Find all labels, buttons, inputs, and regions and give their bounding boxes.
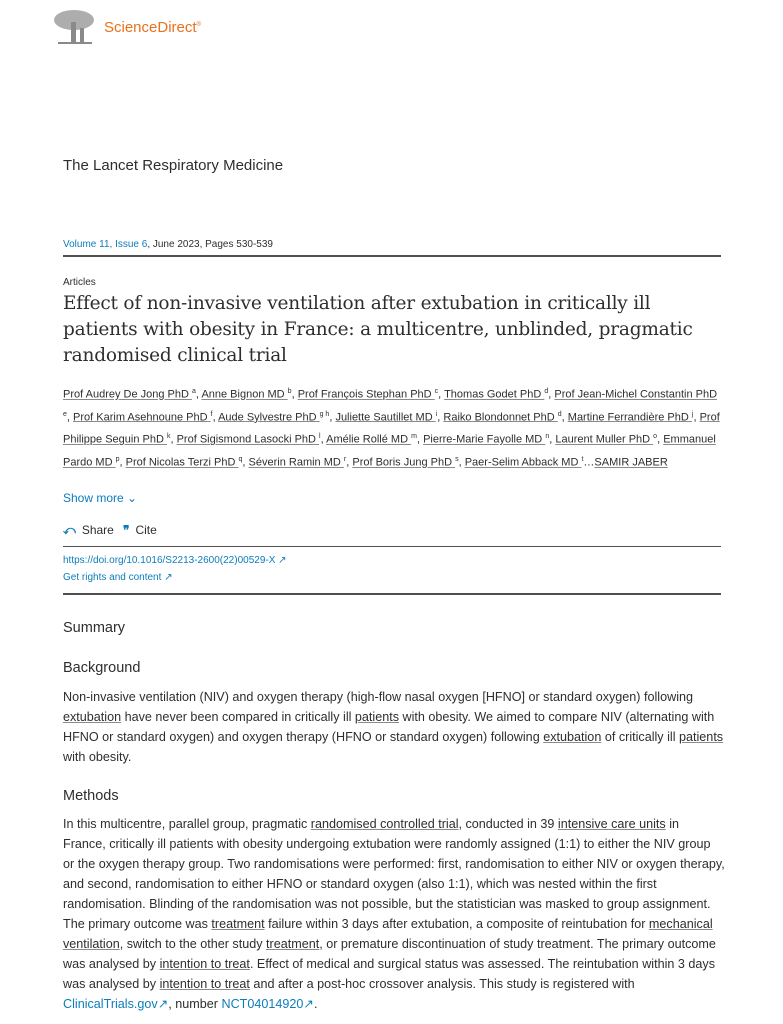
affiliation-marker[interactable]: c (434, 388, 439, 395)
background-paragraph (63, 687, 725, 767)
share-icon: ⤺ (63, 523, 76, 537)
affiliation-marker[interactable]: d (544, 388, 549, 395)
text-segment: , conducted in 39 (458, 817, 558, 831)
text-segment: In this multicentre, parallel group, pragmatic (63, 817, 311, 831)
author-link[interactable]: SAMIR JABER (594, 456, 668, 469)
term-link[interactable]: mechanical ventilation (63, 917, 713, 951)
term-link[interactable]: extubation (543, 730, 602, 744)
author-link[interactable]: Aude Sylvestre PhD (218, 411, 320, 424)
affiliation-marker[interactable]: b (287, 388, 292, 395)
text-segment: with obesity. (63, 750, 132, 764)
text-segment: Non-invasive ventilation (NIV) and oxygen therapy (high-flow nasal oxygen [HFNO] or standard oxygen) following (63, 690, 694, 704)
issue-info: Volume 11, Issue 6, June 2023, Pages 530-539 (63, 239, 273, 250)
rights-link[interactable]: Get rights and content ↗ (63, 572, 173, 583)
author-link[interactable]: Pierre-Marie Fayolle MD (423, 433, 546, 446)
affiliation-marker[interactable]: t (581, 455, 584, 463)
author-link[interactable]: Anne Bignon MD (201, 388, 288, 401)
article-title: Effect of non-invasive ventilation after extubation in critically ill patients with obesity in France: a multicentre, unblinded, pragmatic randomised clinical trial (63, 293, 693, 366)
term-link[interactable]: patients (679, 730, 724, 744)
text-segment: . (313, 997, 318, 1011)
term-link[interactable]: patients (354, 710, 400, 724)
cite-button[interactable]: ❞ Cite (123, 523, 157, 537)
sciencedirect-brand[interactable]: ScienceDirect® (104, 19, 201, 36)
author-link[interactable]: Paer-Selim Abback MD (464, 456, 582, 469)
term-link[interactable]: randomised controlled trial (310, 817, 459, 831)
text-segment: of critically ill (601, 730, 679, 744)
divider (63, 255, 721, 257)
affiliation-marker[interactable]: n (545, 433, 550, 441)
affiliation-marker[interactable]: k (166, 433, 171, 441)
divider (63, 546, 721, 547)
affiliation-marker[interactable]: g h (319, 410, 330, 418)
term-link[interactable]: intensive care units (557, 817, 666, 831)
text-segment: in France, critically ill patients with obesity undergoing extubation were randomly assigned (1:1) to either the NIV group or the oxygen therapy group. Two randomisations were performed: first, randomisation to either NIV or oxygen therapy, and second, randomisation to either HFNO or standard oxygen (also 1:1), which was nested within the first randomisation. Blinding of the randomisation was not possible, but the statistician was masked to group assignment. The primary outcome was (63, 817, 725, 931)
author-link[interactable]: Séverin Ramin MD (248, 456, 344, 469)
affiliation-marker[interactable]: i (435, 410, 438, 418)
author-list: Prof Audrey De Jong PhD $^a$, Anne Bignon MD $^b$, Prof François Stephan PhD $^c$, Thomas Godet PhD $^d$, Prof Jean-Michel Constantin PhD $^e$, Prof Karim Asehnoune PhD $^f$, Aude Sylvestre PhD $^{g h}$, Juliette Sautillet MD $^i$, Raiko Blondonnet PhD $^d$, Martine Ferrandière PhD $^j$, Prof Philippe Seguin PhD $^k$, Prof Sigismond Lasocki PhD $^l$, Amélie Rollé MD $^m$, Pierre-Marie Fayolle MD $^n$, Laurent Muller PhD $^o$, Emmanuel Pardo MD $^p$, Prof Nicolas Terzi PhD $^q$, Séverin Ramin MD $^r$, Prof Boris Jung PhD $^s$, Paer-Selim Abback MD $^t$…SAMIR JABER (63, 388, 720, 469)
term-link[interactable]: treatment (211, 917, 265, 931)
author-link[interactable]: Prof Nicolas Terzi PhD (125, 456, 239, 469)
author-link[interactable]: Prof Philippe Seguin PhD (63, 411, 720, 446)
affiliation-marker[interactable]: d (557, 410, 562, 418)
elsevier-tree-logo[interactable] (52, 8, 96, 46)
chevron-down-icon: ⌄ (127, 491, 138, 505)
external-link[interactable]: ClinicalTrials.gov↗ (63, 997, 169, 1011)
author-link[interactable]: Prof Sigismond Lasocki PhD (176, 433, 320, 446)
text-segment: . Effect of medical and surgical status was assessed. The reintubation within 3 days was analysed by (63, 957, 715, 991)
term-link[interactable]: intention to treat (159, 957, 250, 971)
show-more-button[interactable]: Show more ⌄ (63, 491, 138, 505)
author-link[interactable]: Emmanuel Pardo MD (63, 433, 716, 469)
author-link[interactable]: Prof Karim Asehnoune PhD (73, 411, 211, 424)
affiliation-marker[interactable]: m (411, 433, 417, 441)
author-link[interactable]: Prof François Stephan PhD (297, 388, 435, 401)
author-link[interactable]: Thomas Godet PhD (444, 388, 545, 401)
author-link[interactable]: Prof Boris Jung PhD (352, 456, 456, 469)
term-link[interactable]: extubation (63, 710, 122, 724)
journal-title[interactable]: The Lancet Respiratory Medicine (63, 157, 284, 174)
author-link[interactable]: Martine Ferrandière PhD (567, 411, 692, 424)
text-segment: , or premature discontinuation of study treatment. The primary outcome was analysed by (63, 937, 716, 971)
affiliation-marker[interactable]: f (210, 410, 213, 418)
background-heading: Background (63, 660, 141, 676)
author-link[interactable]: Prof Jean-Michel Constantin PhD (554, 388, 718, 401)
text-segment: failure within 3 days after extubation, a composite of reintubation for (264, 917, 649, 931)
text-segment: and after a post-hoc crossover analysis. This study is registered with (249, 977, 635, 991)
affiliation-marker[interactable]: e (63, 410, 67, 418)
affiliation-marker[interactable]: a (192, 388, 196, 395)
term-link[interactable]: treatment (266, 937, 320, 951)
methods-paragraph (63, 814, 725, 1014)
affiliation-marker[interactable]: r (343, 455, 347, 463)
affiliation-marker[interactable]: j (691, 410, 694, 418)
external-link-icon: ↗ (278, 555, 287, 566)
term-link[interactable]: intention to treat (159, 977, 250, 991)
article-type: Articles (63, 277, 96, 288)
text-segment: , number (168, 997, 222, 1011)
divider (63, 593, 721, 595)
author-link[interactable]: Prof Audrey De Jong PhD (63, 388, 193, 401)
author-link[interactable]: Amélie Rollé MD (326, 433, 412, 446)
author-link[interactable]: Laurent Muller PhD (555, 433, 654, 446)
text-segment: , switch to the other study (119, 937, 267, 951)
issue-link[interactable]: Volume 11, Issue 6 (63, 239, 148, 250)
affiliation-marker[interactable]: s (455, 455, 459, 463)
affiliation-marker[interactable]: p (115, 455, 120, 463)
doi-link[interactable]: https://doi.org/10.1016/S2213-2600(22)00529-X ↗ (63, 555, 287, 566)
author-link[interactable]: Juliette Sautillet MD (335, 411, 436, 424)
quote-icon: ❞ (123, 523, 130, 537)
summary-heading: Summary (63, 620, 126, 636)
affiliation-marker[interactable]: l (319, 433, 321, 441)
methods-heading: Methods (63, 788, 119, 804)
author-link[interactable]: Raiko Blondonnet PhD (443, 411, 558, 424)
external-link[interactable]: NCT04014920↗ (221, 997, 314, 1011)
affiliation-marker[interactable]: o (653, 433, 658, 441)
text-segment: have never been compared in critically ill (121, 710, 355, 724)
external-link-icon: ↗ (164, 572, 173, 583)
affiliation-marker[interactable]: q (238, 455, 243, 463)
text-segment: with obesity. We aimed to compare NIV (alternating with HFNO or standard oxygen) and oxygen therapy (HFNO or standard oxygen) following (63, 710, 715, 744)
share-button[interactable]: ⤺ Share (63, 523, 114, 537)
